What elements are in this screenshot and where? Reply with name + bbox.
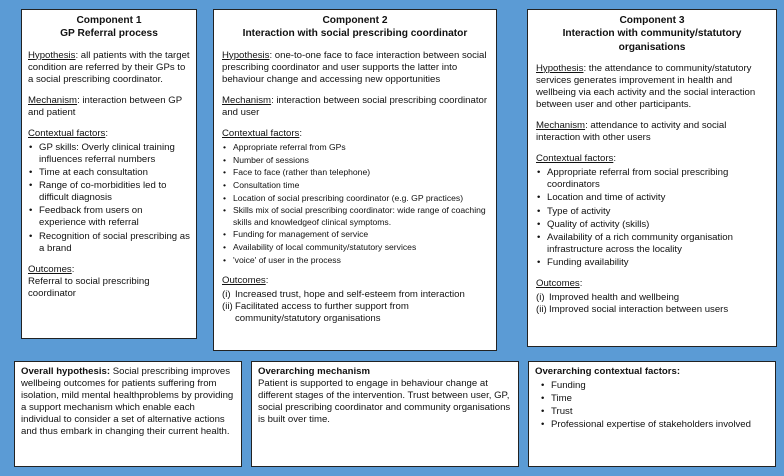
list-item: • Recognition of social prescribing as a brand [39,231,190,255]
list-item: • Professional expertise of stakeholders involved [551,419,769,431]
component-1-mechanism [28,95,190,119]
contextual-label: Contextual factors [536,153,614,165]
list-item: • Funding [551,380,769,392]
list-item: • Time at each consultation [39,167,190,179]
overarching-mechanism-box [251,361,519,467]
overall-hypothesis-label: Overall hypothesis: [21,366,111,377]
component-2-contextual: Contextual factors: • Appropriate referral from GPs • Number of sessions • Face to face (rather than telephone) • Consultation time • Location of social prescribing coordinator (e.g. GP practices) • Skills mix of social prescribing coordinator: wide range of coaching skills and knowledgeof clinical symptoms. • Funding for management of service • Availability of local community/statutory services • 'voice' of user in the process [222,128,488,266]
list-item: • Availability of a rich community organisation infrastructure across the locality [547,232,768,256]
list-item: • Location of social prescribing coordinator (e.g. GP practices) [233,193,488,204]
component-2-title-line1: Component 2 [322,15,388,26]
component-3-title [536,14,768,54]
outcome-number: (ii) [536,304,547,316]
component-2-title-line2: Interaction with social prescribing coordinator [242,28,468,40]
component-1-title-line1: Component 1 [76,15,142,26]
hypothesis-text: : the attendance to community/statutory services generates improvement in health and wellbeing via each activity and the social interaction between user and other participants. [536,62,756,110]
hypothesis-text: : one-to-one face to face interaction between social prescribing coordinator and user supports the latter into behaviour change and accessing new opportunities [222,49,487,85]
mechanism-label: Mechanism [222,94,272,106]
outcome-text: Improved health and wellbeing [549,292,680,303]
list-item: • Funding for management of service [233,229,488,240]
component-2-outcomes-list [222,289,488,325]
list-item [222,289,488,301]
list-item: • Feedback from users on experience with referral [39,205,190,229]
component-3-title-line1: Component 3 [619,15,685,26]
hypothesis-label: Hypothesis [28,49,76,61]
component-2-hypothesis [222,50,488,86]
mechanism-text: : attendance to activity and social interaction with other users [536,120,727,144]
list-item: • Location and time of activity [547,192,768,204]
hypothesis-label: Hypothesis [536,62,584,74]
contextual-label: Contextual factors [222,127,300,139]
overall-hypothesis-box [14,361,242,467]
outcomes-label: Outcomes [28,263,72,275]
mechanism-text: : interaction between GP and patient [28,94,182,118]
overarching-mechanism-text: Patient is supported to engage in behaviour change at different stages of the intervention. Trust between user, GP, social prescribing coordinator and community organisations is built over time. [258,378,511,426]
overarching-contextual-box [528,361,776,467]
component-2-title [222,14,488,41]
component-3-contextual-list [536,167,768,269]
mechanism-text: : interaction between social prescribing coordinator and user [222,94,488,118]
component-3-contextual: Contextual factors: • Appropriate referral from social prescribing coordinators • Location and time of activity • Type of activity • Quality of activity (skills) • Availability of a rich community organisation infrastructure across the locality • Funding availability [536,153,768,269]
outcomes-text: Referral to social prescribing coordinator [28,275,150,299]
component-3-hypothesis [536,63,768,111]
component-2-outcomes: Outcomes: (i) Increased trust, hope and self-esteem from interaction (ii) Facilitated access to further support from community/statutory organisations [222,275,488,325]
overarching-contextual-label: Overarching contextual factors: [535,366,681,377]
contextual-label: Contextual factors [28,127,106,139]
list-item: • Appropriate referral from social prescribing coordinators [547,167,768,191]
overarching-mechanism-label: Overarching mechanism [258,366,370,377]
outcome-text: Improved social interaction between users [549,304,729,316]
list-item: • Availability of local community/statutory services [233,242,488,253]
list-item: • Consultation time [233,180,488,191]
component-2-mechanism [222,95,488,119]
component-3-mechanism [536,120,768,144]
list-item: • Appropriate referral from GPs [233,142,488,153]
list-item: • Skills mix of social prescribing coordinator: wide range of coaching skills and knowledgeof clinical symptoms. [233,205,488,227]
component-1-title [28,14,190,41]
overall-hypothesis-text: Social prescribing improves wellbeing outcomes for patients suffering from isolation, mild mental healthproblems by providing a support mechanism which enable each individual to consider a set of alternative actions and thus embark in changing their current health. [21,366,234,438]
component-1-outcomes: Outcomes: Referral to social prescribing coordinator [28,264,190,300]
list-item: • Number of sessions [233,155,488,166]
component-1-contextual: Contextual factors: • GP skills: Overly clinical training influences referral numbers • Time at each consultation • Range of co-morbidities led to difficult diagnosis • Feedback from users on experience with referral • Recognition of social prescribing as a brand [28,128,190,255]
list-item [222,301,488,325]
outcome-number: (i) [536,292,545,303]
mechanism-label: Mechanism [536,120,586,132]
list-item: • Quality of activity (skills) [547,219,768,231]
component-3-title-line2: Interaction with community/statutory organisations [562,28,742,53]
component-1-hypothesis [28,50,190,86]
component-3-box [527,9,777,347]
list-item: • Funding availability [547,257,768,269]
component-2-contextual-list [222,142,488,266]
component-1-title-line2: GP Referral process [60,28,158,40]
outcome-text: Increased trust, hope and self-esteem from interaction [235,288,465,300]
component-2-box [213,9,497,351]
list-item: • Trust [551,406,769,418]
overarching-contextual-list [535,380,769,431]
outcome-text: Facilitated access to further support from community/statutory organisations [235,300,409,324]
component-3-outcomes-list [536,292,768,316]
list-item: • Face to face (rather than telephone) [233,167,488,178]
outcome-number: (i) [222,288,231,300]
component-1-box [21,9,197,339]
list-item: • GP skills: Overly clinical training influences referral numbers [39,142,190,166]
list-item: • Type of activity [547,206,768,218]
outcomes-label: Outcomes [222,274,266,286]
component-3-outcomes: Outcomes: (i) Improved health and wellbeing (ii) Improved social interaction between users [536,278,768,316]
hypothesis-text: : all patients with the target condition are referred by their GPs to a social prescribing coordinator. [28,49,190,85]
hypothesis-label: Hypothesis [222,49,270,61]
list-item: • 'voice' of user in the process [233,255,488,266]
list-item: • Range of co-morbidities led to difficult diagnosis [39,180,190,204]
list-item [536,304,768,316]
outcome-number: (ii) [222,300,233,312]
list-item [536,292,768,304]
outcomes-label: Outcomes [536,277,580,289]
component-1-contextual-list [28,142,190,255]
mechanism-label: Mechanism [28,94,78,106]
list-item: • Time [551,393,769,405]
